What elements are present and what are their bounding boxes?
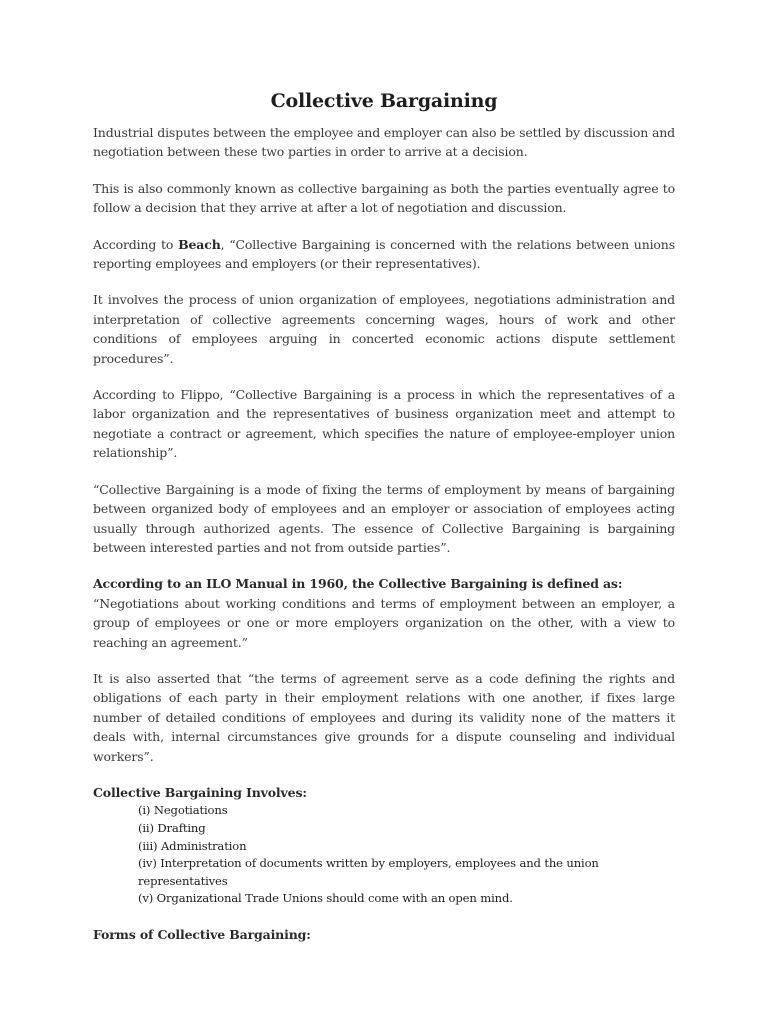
forms-heading: Forms of Collective Bargaining: [93, 926, 311, 942]
involves-list [93, 802, 675, 908]
list-item: (i) Negotiations [138, 803, 228, 818]
paragraph-ilo-quote: “Negotiations about working conditions and terms of employment between an employer, a group of employees or one or more employers organization on the other, with a view to reaching an agreement.” [93, 595, 675, 650]
paragraph-asserted: It is also asserted that “the terms of agreement serve as a code defining the rights and obligations of each party in their employment relations with one another, if fixes large number of detailed conditions of employees and during its validity none of the matters it deals with, internal circumstances give grounds for a dispute counseling and individual workers”. [93, 670, 675, 764]
ilo-heading: According to an ILO Manual in 1960, the Collective Bargaining is defined as: [93, 576, 623, 592]
paragraph-intro: Industrial disputes between the employee and employer can also be settled by discussion and negotiation between these two parties in order to arrive at a decision. [93, 125, 675, 160]
paragraph-flippo: According to Flippo, “Collective Bargaining is a process in which the representatives of a labor organization and the representatives of business organization meet and attempt to negotiate a contract or agreement, which specifies the nature of employee-employer union relationship”. [93, 387, 675, 461]
document-title: Collective Bargaining [270, 90, 498, 112]
paragraph-process: It involves the process of union organization of employees, negotiations administration and interpretation of collective agreements concerning wages, hours of work and other conditions of employees arguing in concerted economic actions dispute settlement procedures”. [93, 292, 675, 366]
beach-quote: , “Collective Bargaining is concerned with the relations between unions reporting employees and employers (or their representatives). [93, 236, 675, 272]
paragraph-mode: “Collective Bargaining is a mode of fixing the terms of employment by means of bargaining between organized body of employees and an employer or association of employees acting usually through authorized agents. The essence of Collective Bargaining is bargaining between interested parties and not from outside parties”. [93, 481, 675, 555]
involves-heading: Collective Bargaining Involves: [93, 784, 307, 800]
list-item: (v) Organizational Trade Unions should come with an open mind. [138, 891, 513, 906]
paragraph-definition: This is also commonly known as collective bargaining as both the parties eventually agree to follow a decision that they arrive at after a lot of negotiation and discussion. [93, 180, 675, 216]
beach-name: Beach [178, 236, 221, 252]
list-item: (iii) Administration [138, 838, 247, 853]
list-item: (ii) Drafting [138, 820, 206, 835]
list-item: (iv) Interpretation of documents written by employers, employees and the union representatives [138, 856, 599, 888]
paragraph-beach [93, 235, 675, 274]
beach-prefix: According to [93, 236, 179, 252]
